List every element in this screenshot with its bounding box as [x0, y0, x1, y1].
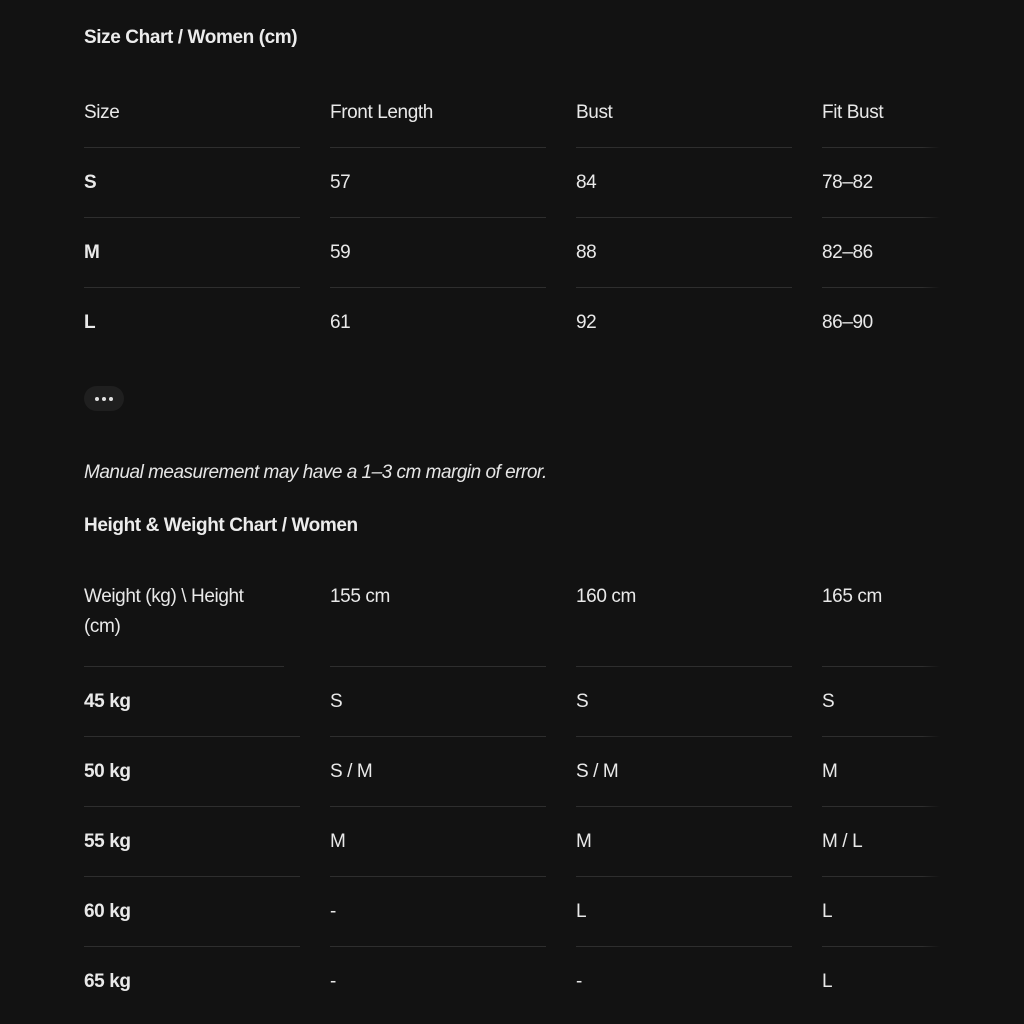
- table-cell: L: [576, 877, 792, 947]
- table-cell: -: [576, 971, 582, 992]
- table-cell: M: [330, 807, 546, 877]
- size-chart-title: Size Chart / Women (cm): [84, 27, 298, 48]
- size-chart-table: [84, 78, 940, 358]
- header-cell-size: Size: [84, 78, 300, 148]
- table-cell: 65 kg: [84, 971, 131, 992]
- table-row: [84, 807, 940, 877]
- table-cell: S / M: [576, 737, 792, 807]
- table-cell: L: [84, 312, 96, 333]
- table-cell: 82–86: [822, 218, 940, 288]
- table-header-row: [84, 567, 940, 667]
- measurement-note: Manual measurement may have a 1–3 cm margin of error.: [84, 462, 547, 483]
- header-cell-155: 155 cm: [330, 567, 546, 667]
- table-row: [84, 288, 940, 358]
- header-cell-fit-bust: Fit Bust: [822, 78, 940, 148]
- table-row: [84, 877, 940, 947]
- show-more-button[interactable]: [84, 386, 124, 411]
- table-cell: S: [822, 667, 940, 737]
- table-row: [84, 667, 940, 737]
- table-cell: -: [330, 877, 546, 947]
- table-cell: S: [330, 667, 546, 737]
- table-cell: 57: [330, 148, 546, 218]
- height-weight-table: [84, 567, 940, 1017]
- table-cell: -: [330, 971, 336, 992]
- header-cell-165: 165 cm: [822, 567, 940, 667]
- table-cell: 59: [330, 218, 546, 288]
- table-cell: 92: [576, 312, 597, 333]
- table-header-row: [84, 78, 940, 148]
- table-cell: 84: [576, 148, 792, 218]
- table-cell: L: [822, 877, 940, 947]
- table-cell: L: [822, 971, 833, 992]
- ellipsis-icon: [102, 397, 106, 401]
- table-cell: 50 kg: [84, 737, 300, 807]
- table-cell: 88: [576, 218, 792, 288]
- table-cell: M: [576, 807, 792, 877]
- table-cell: 78–82: [822, 148, 940, 218]
- header-cell-weight-height: Weight (kg) \ Height (cm): [84, 567, 284, 667]
- table-cell: S: [576, 667, 792, 737]
- header-cell-bust: Bust: [576, 78, 792, 148]
- table-row: [84, 148, 940, 218]
- table-cell: 61: [330, 312, 351, 333]
- height-weight-chart-title: Height & Weight Chart / Women: [84, 515, 358, 536]
- table-cell: M: [84, 218, 300, 288]
- table-row: [84, 218, 940, 288]
- header-cell-160: 160 cm: [576, 567, 792, 667]
- table-cell: S / M: [330, 737, 546, 807]
- table-cell: M: [822, 737, 940, 807]
- table-row: [84, 947, 940, 1017]
- table-cell: S: [84, 148, 300, 218]
- table-cell: 86–90: [822, 312, 873, 333]
- table-row: [84, 737, 940, 807]
- table-cell: M / L: [822, 807, 940, 877]
- ellipsis-icon: [95, 397, 99, 401]
- table-cell: 60 kg: [84, 877, 300, 947]
- ellipsis-icon: [109, 397, 113, 401]
- table-cell: 55 kg: [84, 807, 300, 877]
- header-cell-front-length: Front Length: [330, 78, 546, 148]
- table-cell: 45 kg: [84, 667, 300, 737]
